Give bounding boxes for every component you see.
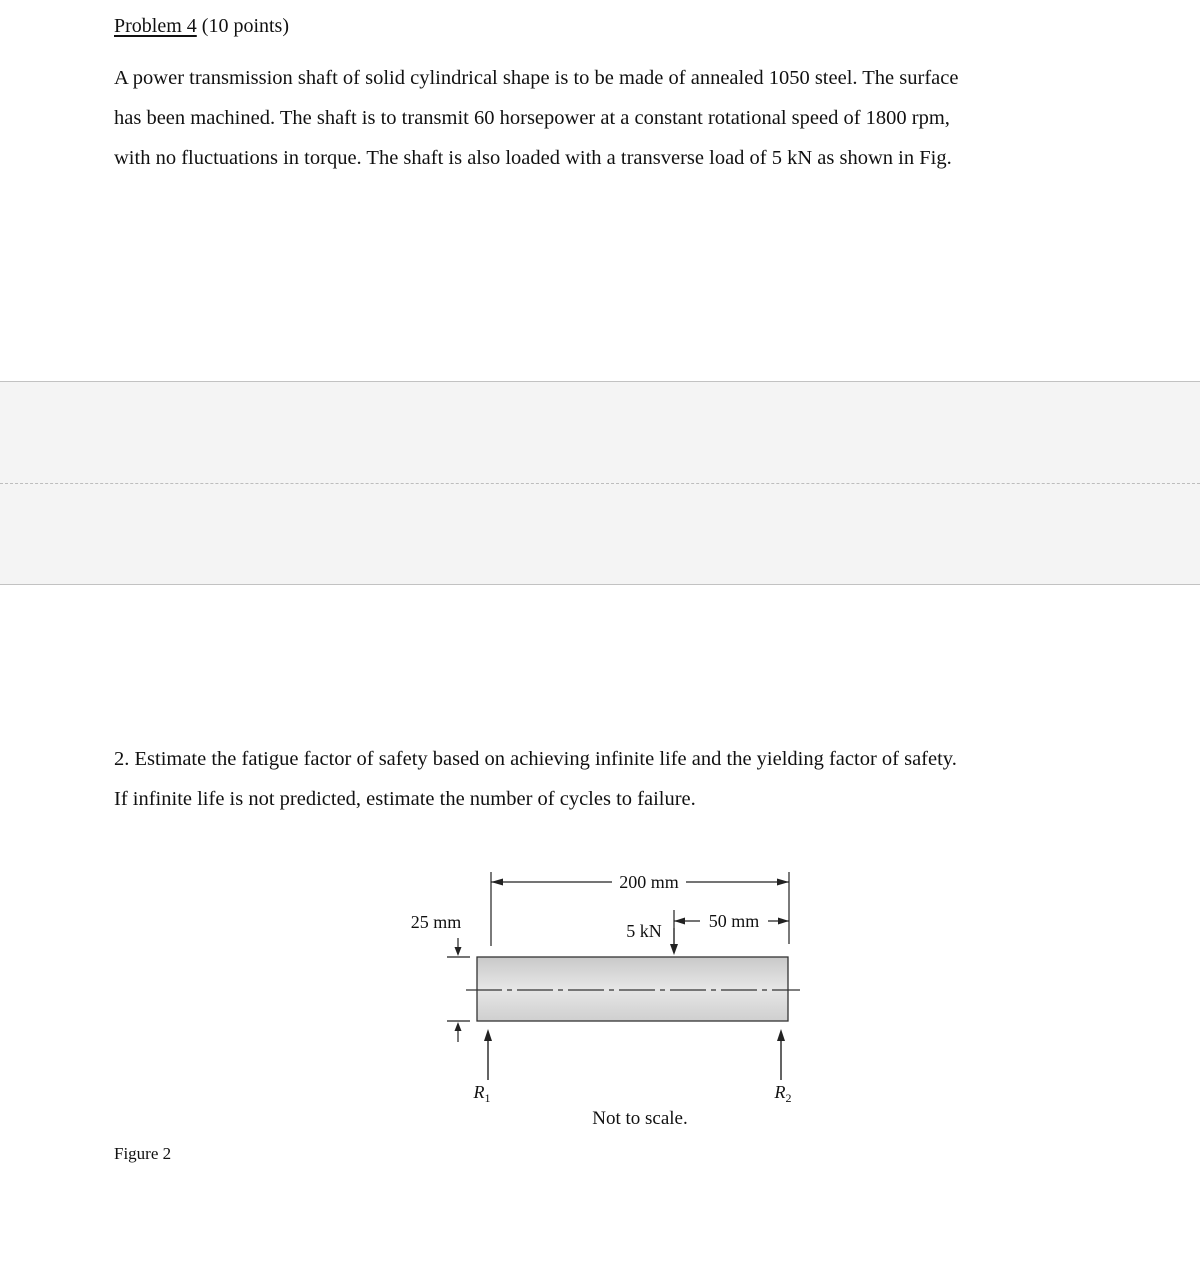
dim-offset-label: 50 mm [708, 911, 760, 931]
question-line: 2. Estimate the fatigue factor of safety based on achieving infinite life and the yielding factor of safety. [114, 748, 957, 770]
reaction-r2-arrow [774, 1029, 792, 1105]
reaction-r2-label: R [774, 1082, 786, 1102]
diameter-label: 25 mm [410, 912, 462, 932]
problem-title-link[interactable]: Problem 4 [114, 15, 197, 37]
reaction-r1-subscript: 1 [484, 1091, 491, 1105]
problem-points: (10 points) [201, 15, 289, 37]
svg-text:R2 [774, 1082, 792, 1105]
reaction-r2-subscript: 2 [785, 1091, 792, 1105]
reaction-r1-arrow [473, 1029, 493, 1105]
reaction-r1-label: R [473, 1082, 485, 1102]
question-line: If infinite life is not predicted, estimate the number of cycles to failure. [114, 788, 696, 810]
diameter-dimension [411, 912, 470, 1042]
dimension-50mm [674, 910, 789, 931]
statement-line: A power transmission shaft of solid cylindrical shape is to be made of annealed 1050 steel. The surface [114, 67, 959, 89]
statement-line: with no fluctuations in torque. The shaft is also loaded with a transverse load of 5 kN as shown in Fig. [114, 147, 952, 169]
scale-note: Not to scale. [592, 1108, 688, 1129]
answer-input-area[interactable] [0, 381, 1200, 585]
load-arrow [626, 921, 678, 955]
answer-divider [0, 483, 1200, 484]
statement-line: has been machined. The shaft is to transmit 60 horsepower at a constant rotational speed of 1800 rpm, [114, 107, 950, 129]
problem-heading [114, 12, 289, 40]
figure-caption: Figure 2 [114, 1144, 172, 1163]
dimension-200mm [491, 872, 789, 892]
dim-span-label: 200 mm [619, 872, 679, 892]
problem-statement [114, 58, 1114, 178]
svg-text:R1 [473, 1082, 491, 1105]
shaft-body [477, 957, 788, 1021]
question-2 [114, 739, 1114, 819]
load-label: 5 kN [626, 921, 662, 941]
